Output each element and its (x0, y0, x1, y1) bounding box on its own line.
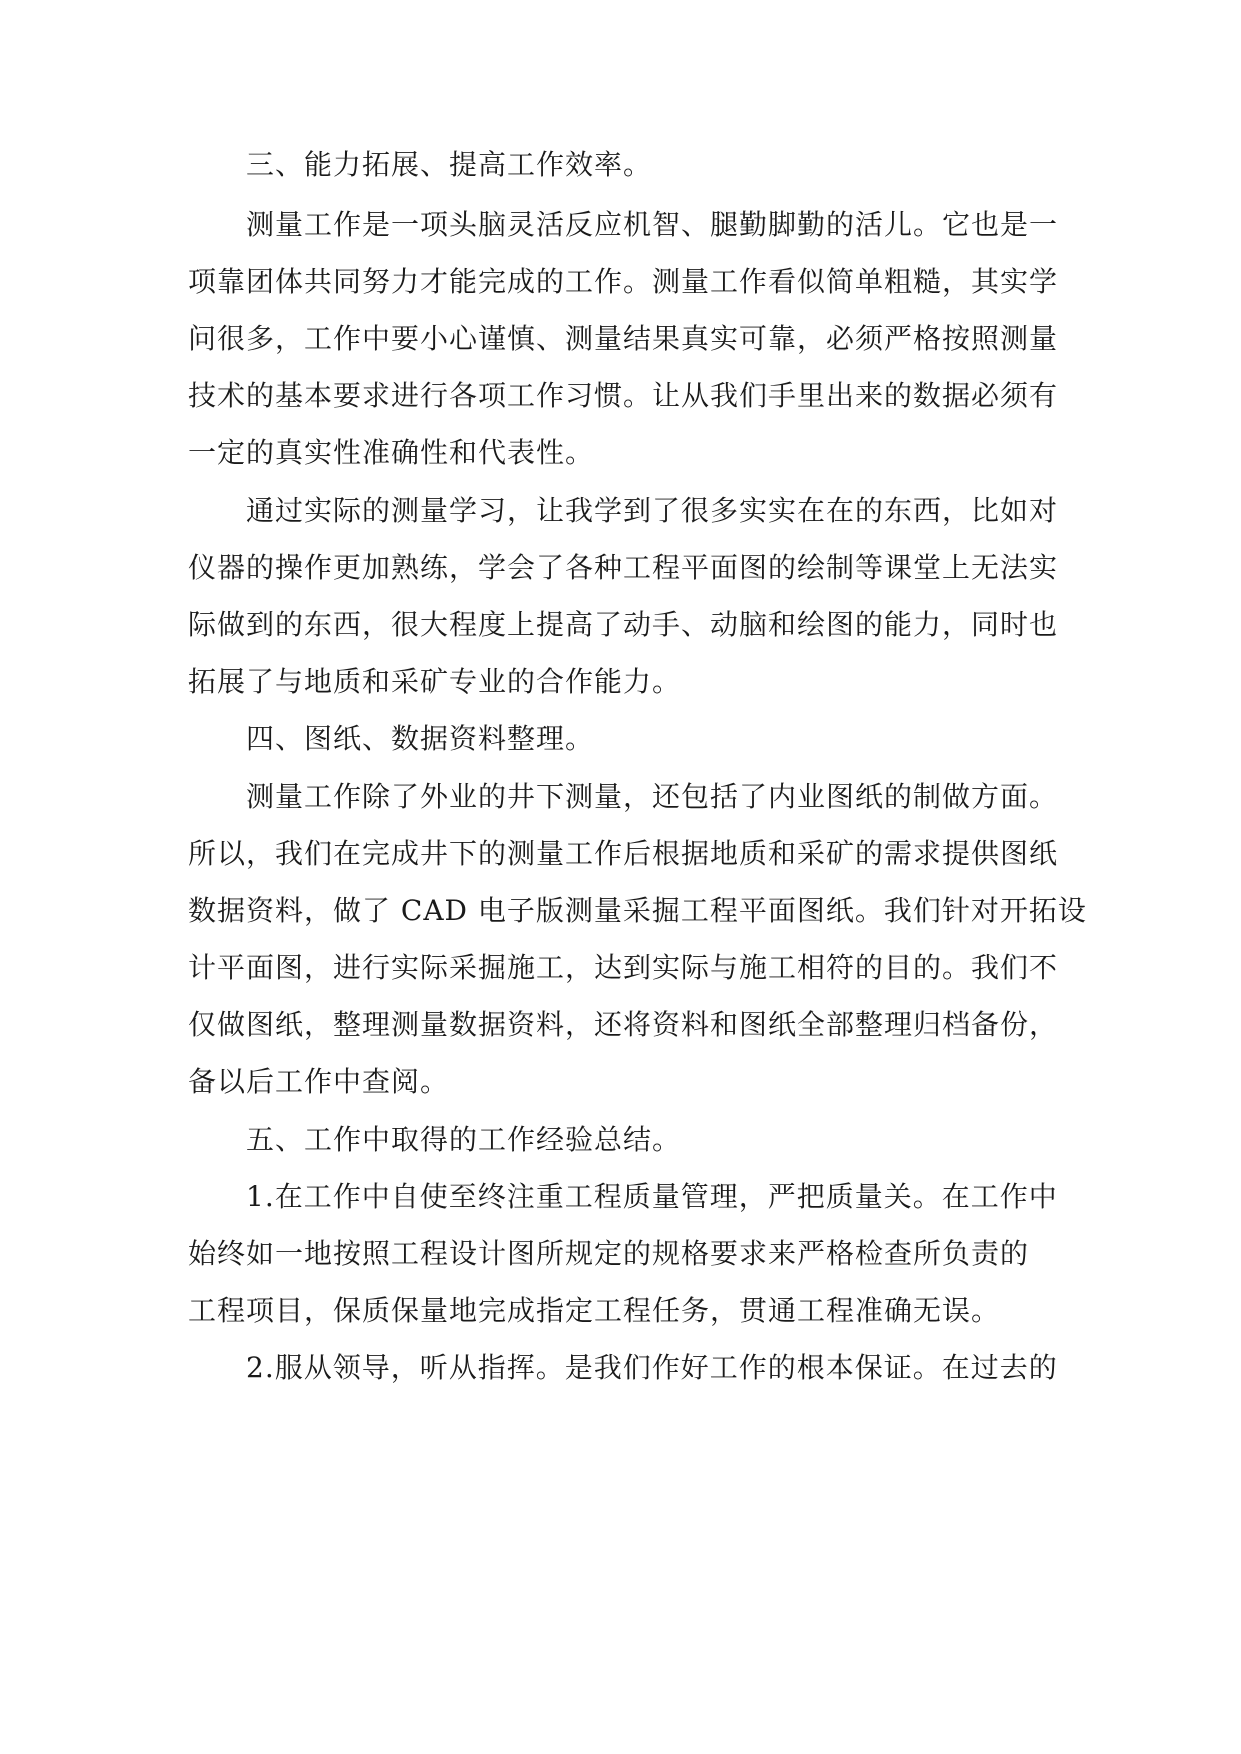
paragraph-line: 计平面图，进行实际采掘施工，达到实际与施工相符的目的。我们不 (188, 951, 1059, 984)
paragraph-line: 测量工作除了外业的井下测量，还包括了内业图纸的制做方面。 (246, 780, 1059, 813)
paragraph-line: 工程项目，保质保量地完成指定工程任务，贯通工程准确无误。 (188, 1294, 1001, 1327)
paragraph-line: 问很多，工作中要小心谨慎、测量结果真实可靠，必须严格按照测量 (188, 322, 1059, 355)
paragraph-line: 技术的基本要求进行各项工作习惯。让从我们手里出来的数据必须有 (188, 379, 1059, 412)
paragraph-line: 际做到的东西，很大程度上提高了动手、动脑和绘图的能力，同时也 (188, 608, 1059, 641)
paragraph-line: 备以后工作中查阅。 (188, 1065, 450, 1098)
section-heading: 三、能力拓展、提高工作效率。 (246, 148, 653, 181)
paragraph-line: 2.服从领导，听从指挥。是我们作好工作的根本保证。在过去的 (246, 1351, 1058, 1384)
paragraph-line: 项靠团体共同努力才能完成的工作。测量工作看似简单粗糙，其实学 (188, 265, 1059, 298)
paragraph-line: 1.在工作中自使至终注重工程质量管理，严把质量关。在工作中 (246, 1180, 1058, 1213)
paragraph-line: 仅做图纸，整理测量数据资料，还将资料和图纸全部整理归档备份， (188, 1008, 1059, 1041)
paragraph-line: 测量工作是一项头脑灵活反应机智、腿勤脚勤的活儿。它也是一 (246, 208, 1059, 241)
paragraph-line: 仪器的操作更加熟练，学会了各种工程平面图的绘制等课堂上无法实 (188, 551, 1059, 584)
section-heading: 五、工作中取得的工作经验总结。 (246, 1123, 682, 1156)
paragraph-line: 所以，我们在完成井下的测量工作后根据地质和采矿的需求提供图纸 (188, 837, 1059, 870)
paragraph-line: 一定的真实性准确性和代表性。 (188, 436, 595, 469)
paragraph-line: 始终如一地按照工程设计图所规定的规格要求来严格检查所负责的 (188, 1237, 1030, 1270)
paragraph-line: 通过实际的测量学习，让我学到了很多实实在在的东西，比如对 (246, 494, 1059, 527)
paragraph-line: 数据资料，做了 CAD 电子版测量采掘工程平面图纸。我们针对开拓设 (188, 894, 1087, 927)
section-heading: 四、图纸、数据资料整理。 (246, 722, 595, 755)
paragraph-line: 拓展了与地质和采矿专业的合作能力。 (188, 665, 682, 698)
